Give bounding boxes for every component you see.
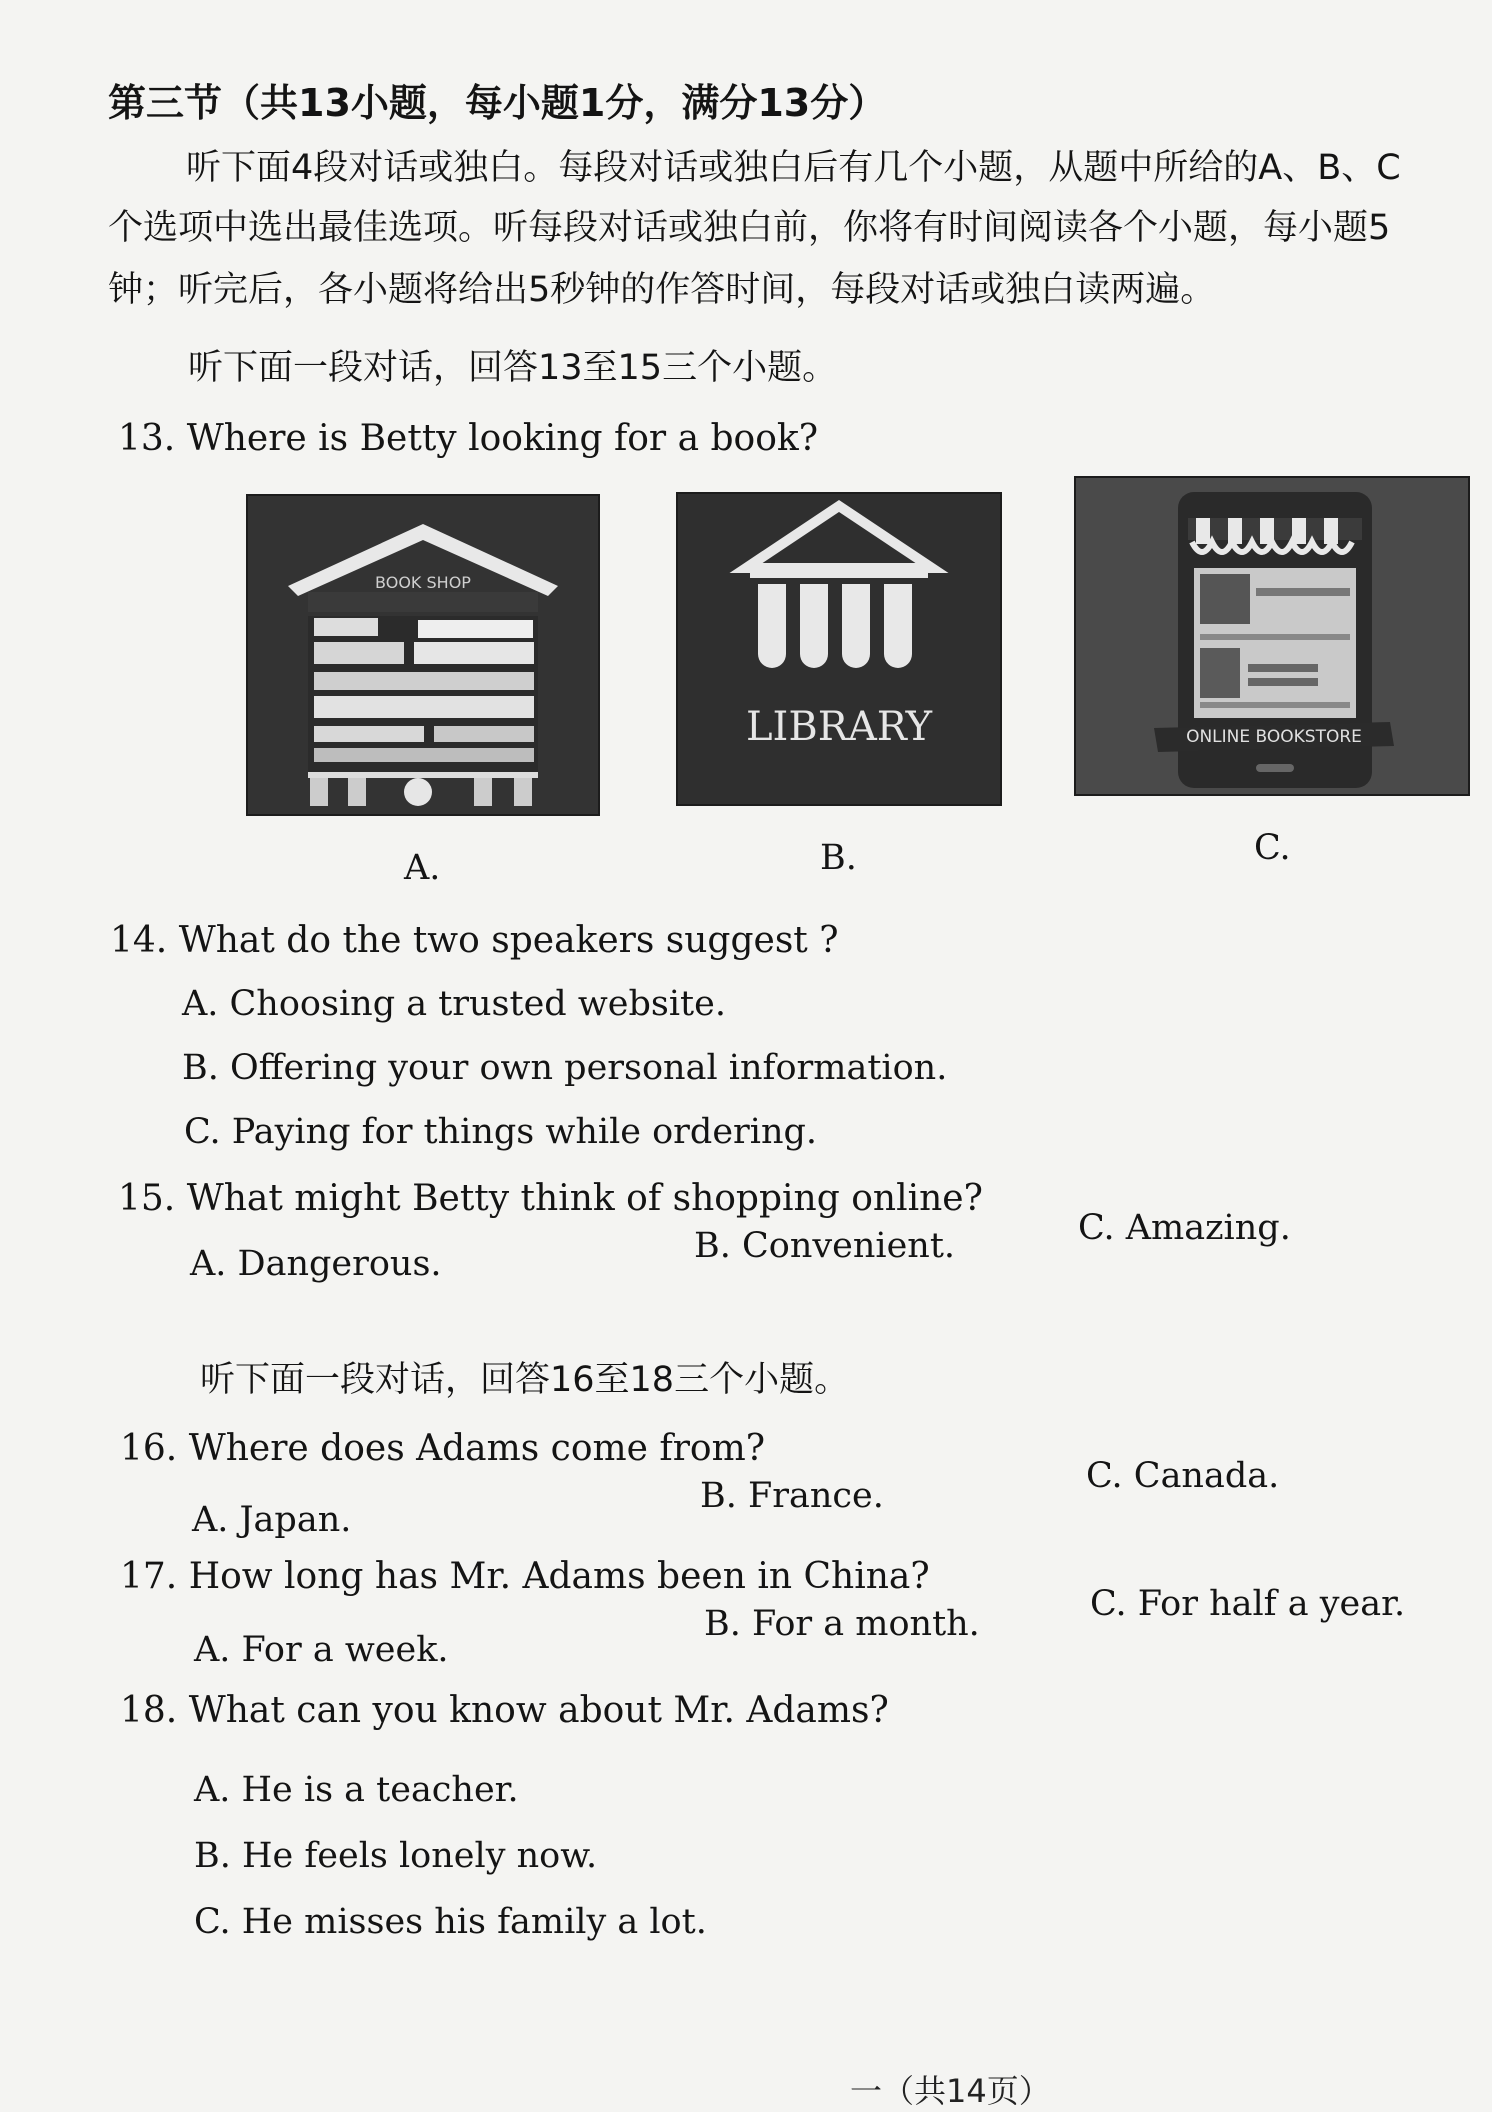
q17-option-b: B. For a month. — [704, 1604, 980, 1644]
q17-option-c: C. For half a year. — [1090, 1584, 1406, 1624]
question-text: Where is Betty looking for a book? — [186, 418, 819, 459]
q16-option-c: C. Canada. — [1086, 1456, 1280, 1496]
question-13 — [118, 418, 818, 459]
q16-option-b: B. France. — [700, 1476, 884, 1516]
book-shop-caption: BOOK SHOP — [375, 573, 471, 592]
q15-option-c: C. Amazing. — [1078, 1208, 1291, 1248]
question-number: 13. — [118, 418, 176, 459]
section-title: 第三节（共13小题，每小题1分，满分13分） — [108, 81, 887, 125]
q18-option-c: C. He misses his family a lot. — [194, 1902, 707, 1942]
picture-a-label: A. — [404, 848, 441, 888]
q14-option-c: C. Paying for things while ordering. — [184, 1112, 818, 1152]
question-16 — [120, 1428, 765, 1469]
question-text: Where does Adams come from? — [188, 1428, 766, 1469]
q15-option-a: A. Dangerous. — [190, 1244, 442, 1284]
question-number: 17. — [120, 1556, 178, 1597]
q17-option-a: A. For a week. — [194, 1630, 449, 1670]
question-text: How long has Mr. Adams been in China? — [188, 1556, 930, 1597]
question-text: What might Betty think of shopping online? — [186, 1178, 983, 1219]
q14-option-a: A. Choosing a trusted website. — [182, 984, 726, 1024]
picture-c-label: C. — [1254, 828, 1291, 868]
picture-c-online-bookstore — [1074, 476, 1470, 796]
page-footer: 一（共14页） — [850, 2072, 1051, 2110]
question-14 — [110, 920, 839, 961]
question-18 — [120, 1690, 889, 1731]
picture-b-label: B. — [820, 838, 857, 878]
question-text: What do the two speakers suggest ? — [178, 920, 839, 961]
online-bookstore-caption: ONLINE BOOKSTORE — [1186, 727, 1362, 747]
q18-option-b: B. He feels lonely now. — [194, 1836, 598, 1876]
q18-option-a: A. He is a teacher. — [194, 1770, 519, 1810]
question-number: 16. — [120, 1428, 178, 1469]
library-icon — [678, 494, 1000, 804]
library-caption: LIBRARY — [745, 704, 933, 750]
book-shop-icon — [248, 496, 598, 814]
question-number: 15. — [118, 1178, 176, 1219]
group2-prompt: 听下面一段对话，回答16至18三个小题。 — [200, 1360, 850, 1400]
picture-b-library — [676, 492, 1002, 806]
online-bookstore-icon — [1076, 478, 1468, 794]
q14-option-b: B. Offering your own personal information. — [182, 1048, 948, 1088]
question-text: What can you know about Mr. Adams? — [188, 1690, 889, 1731]
question-17 — [120, 1556, 930, 1597]
instruction-line-1: 听下面4段对话或独白。每段对话或独白后有几个小题，从题中所给的A、B、C — [186, 148, 1401, 188]
q15-option-b: B. Convenient. — [694, 1226, 956, 1266]
question-15 — [118, 1178, 983, 1219]
q16-option-a: A. Japan. — [192, 1500, 352, 1540]
picture-a-book-shop — [246, 494, 600, 816]
question-number: 18. — [120, 1690, 178, 1731]
instruction-line-3: 钟；听完后，各小题将给出5秒钟的作答时间，每段对话或独白读两遍。 — [108, 270, 1216, 310]
instruction-line-2: 个选项中选出最佳选项。听每段对话或独白前，你将有时间阅读各个小题，每小题5 — [108, 208, 1391, 248]
question-number: 14. — [110, 920, 168, 961]
group1-prompt: 听下面一段对话，回答13至15三个小题。 — [188, 348, 838, 388]
